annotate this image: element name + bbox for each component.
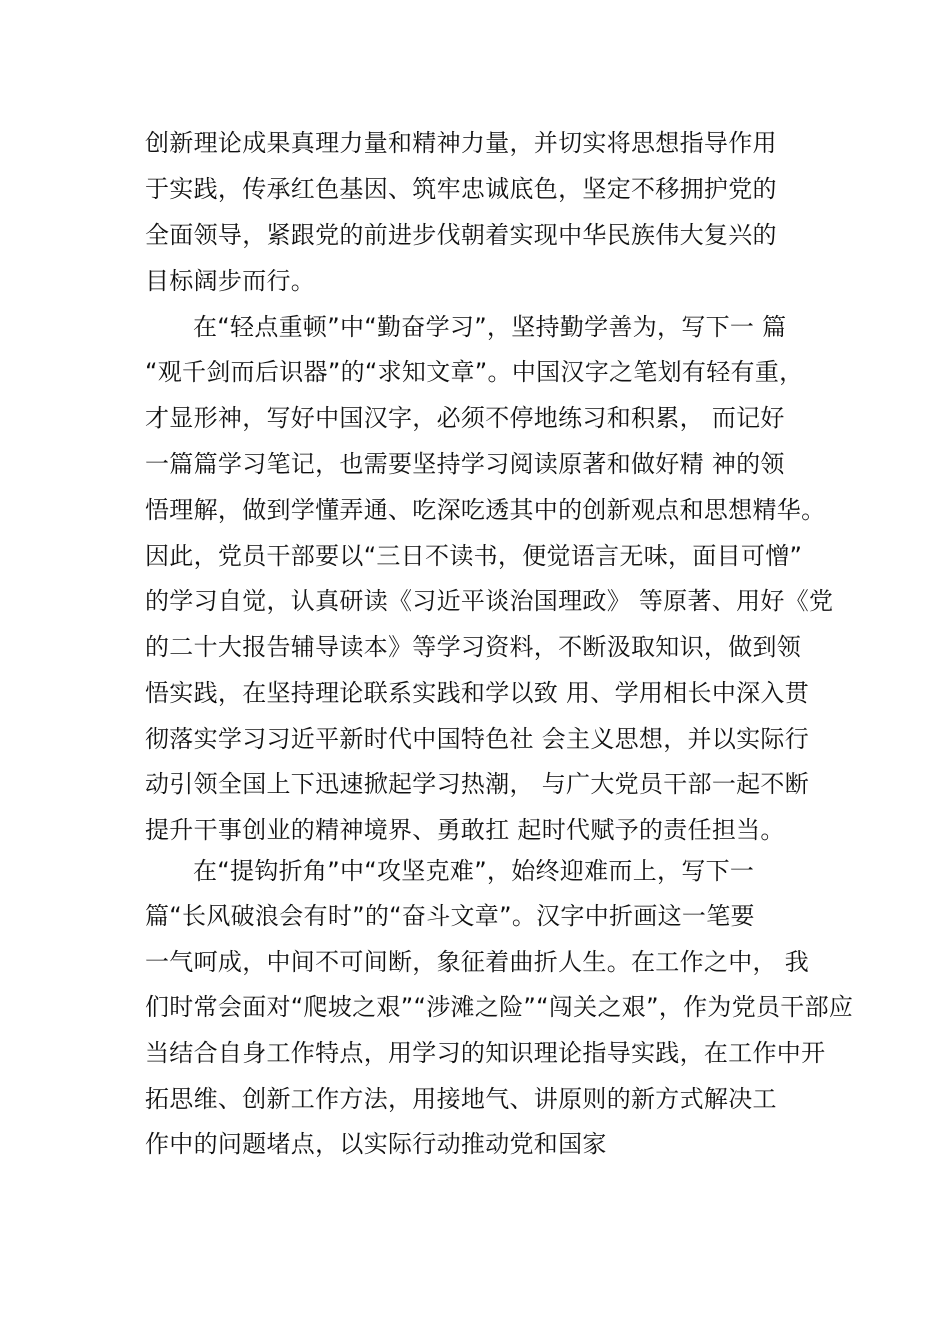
text-line: 因此，党员干部要以“三日不读书，便觉语言无味，面目可憎”	[145, 542, 803, 570]
text-line: 篇“长风破浪会有时”的“奋斗文章”。汉字中折画这一笔要	[145, 902, 755, 930]
text-line: 的二十大报告辅导读本》等学习资料，不断汲取知识，做到领	[145, 633, 802, 661]
text-line: 作中的问题堵点，以实际行动推动党和国家	[145, 1130, 607, 1158]
text-line: 彻落实学习习近平新时代中国特色社 会主义思想，并以实际行	[145, 725, 810, 753]
text-line: 动引领全国上下迅速掀起学习热潮， 与广大党员干部一起不断	[145, 770, 810, 798]
text-line: 才显形神，写好中国汉字，必须不停地练习和积累， 而记好	[145, 404, 785, 432]
paragraph-start-line: 在“提钩折角”中“攻坚克难”，始终迎难而上，写下一	[193, 857, 755, 885]
paragraph-start-line: 在“轻点重顿”中“勤奋学习”，坚持勤学善为，写下一 篇	[193, 313, 787, 341]
text-line: 提升干事创业的精神境界、勇敢扛 起时代赋予的责任担当。	[145, 816, 785, 844]
text-line: “观千剑而后识器”的“求知文章”。中国汉字之笔划有轻有重，	[145, 358, 804, 386]
text-line: 创新理论成果真理力量和精神力量，并切实将思想指导作用	[145, 129, 777, 157]
text-line: 于实践，传承红色基因、筑牢忠诚底色，坚定不移拥护党的	[145, 175, 777, 203]
text-line: 全面领导，紧跟党的前进步伐朝着实现中华民族伟大复兴的	[145, 221, 777, 249]
text-line: 的学习自觉，认真研读《习近平谈治国理政》 等原著、用好《党	[145, 587, 834, 615]
text-line: 悟实践，在坚持理论联系实践和学以致 用、学用相长中深入贯	[145, 679, 810, 707]
text-line: 悟理解，做到学懂弄通、吃深吃透其中的创新观点和思想精华。	[145, 496, 826, 524]
text-line: 一篇篇学习笔记，也需要坚持学习阅读原著和做好精 神的领	[145, 450, 785, 478]
text-line: 们时常会面对“爬坡之艰”“涉滩之险”“闯关之艰”，作为党员干部应	[145, 993, 854, 1021]
text-line: 目标阔步而行。	[145, 267, 316, 295]
text-line: 一气呵成，中间不可间断，象征着曲折人生。在工作之中， 我	[145, 948, 810, 976]
text-line: 拓思维、创新工作方法，用接地气、讲原则的新方式解决工	[145, 1085, 777, 1113]
text-line: 当结合自身工作特点，用学习的知识理论指导实践，在工作中开	[145, 1039, 826, 1067]
